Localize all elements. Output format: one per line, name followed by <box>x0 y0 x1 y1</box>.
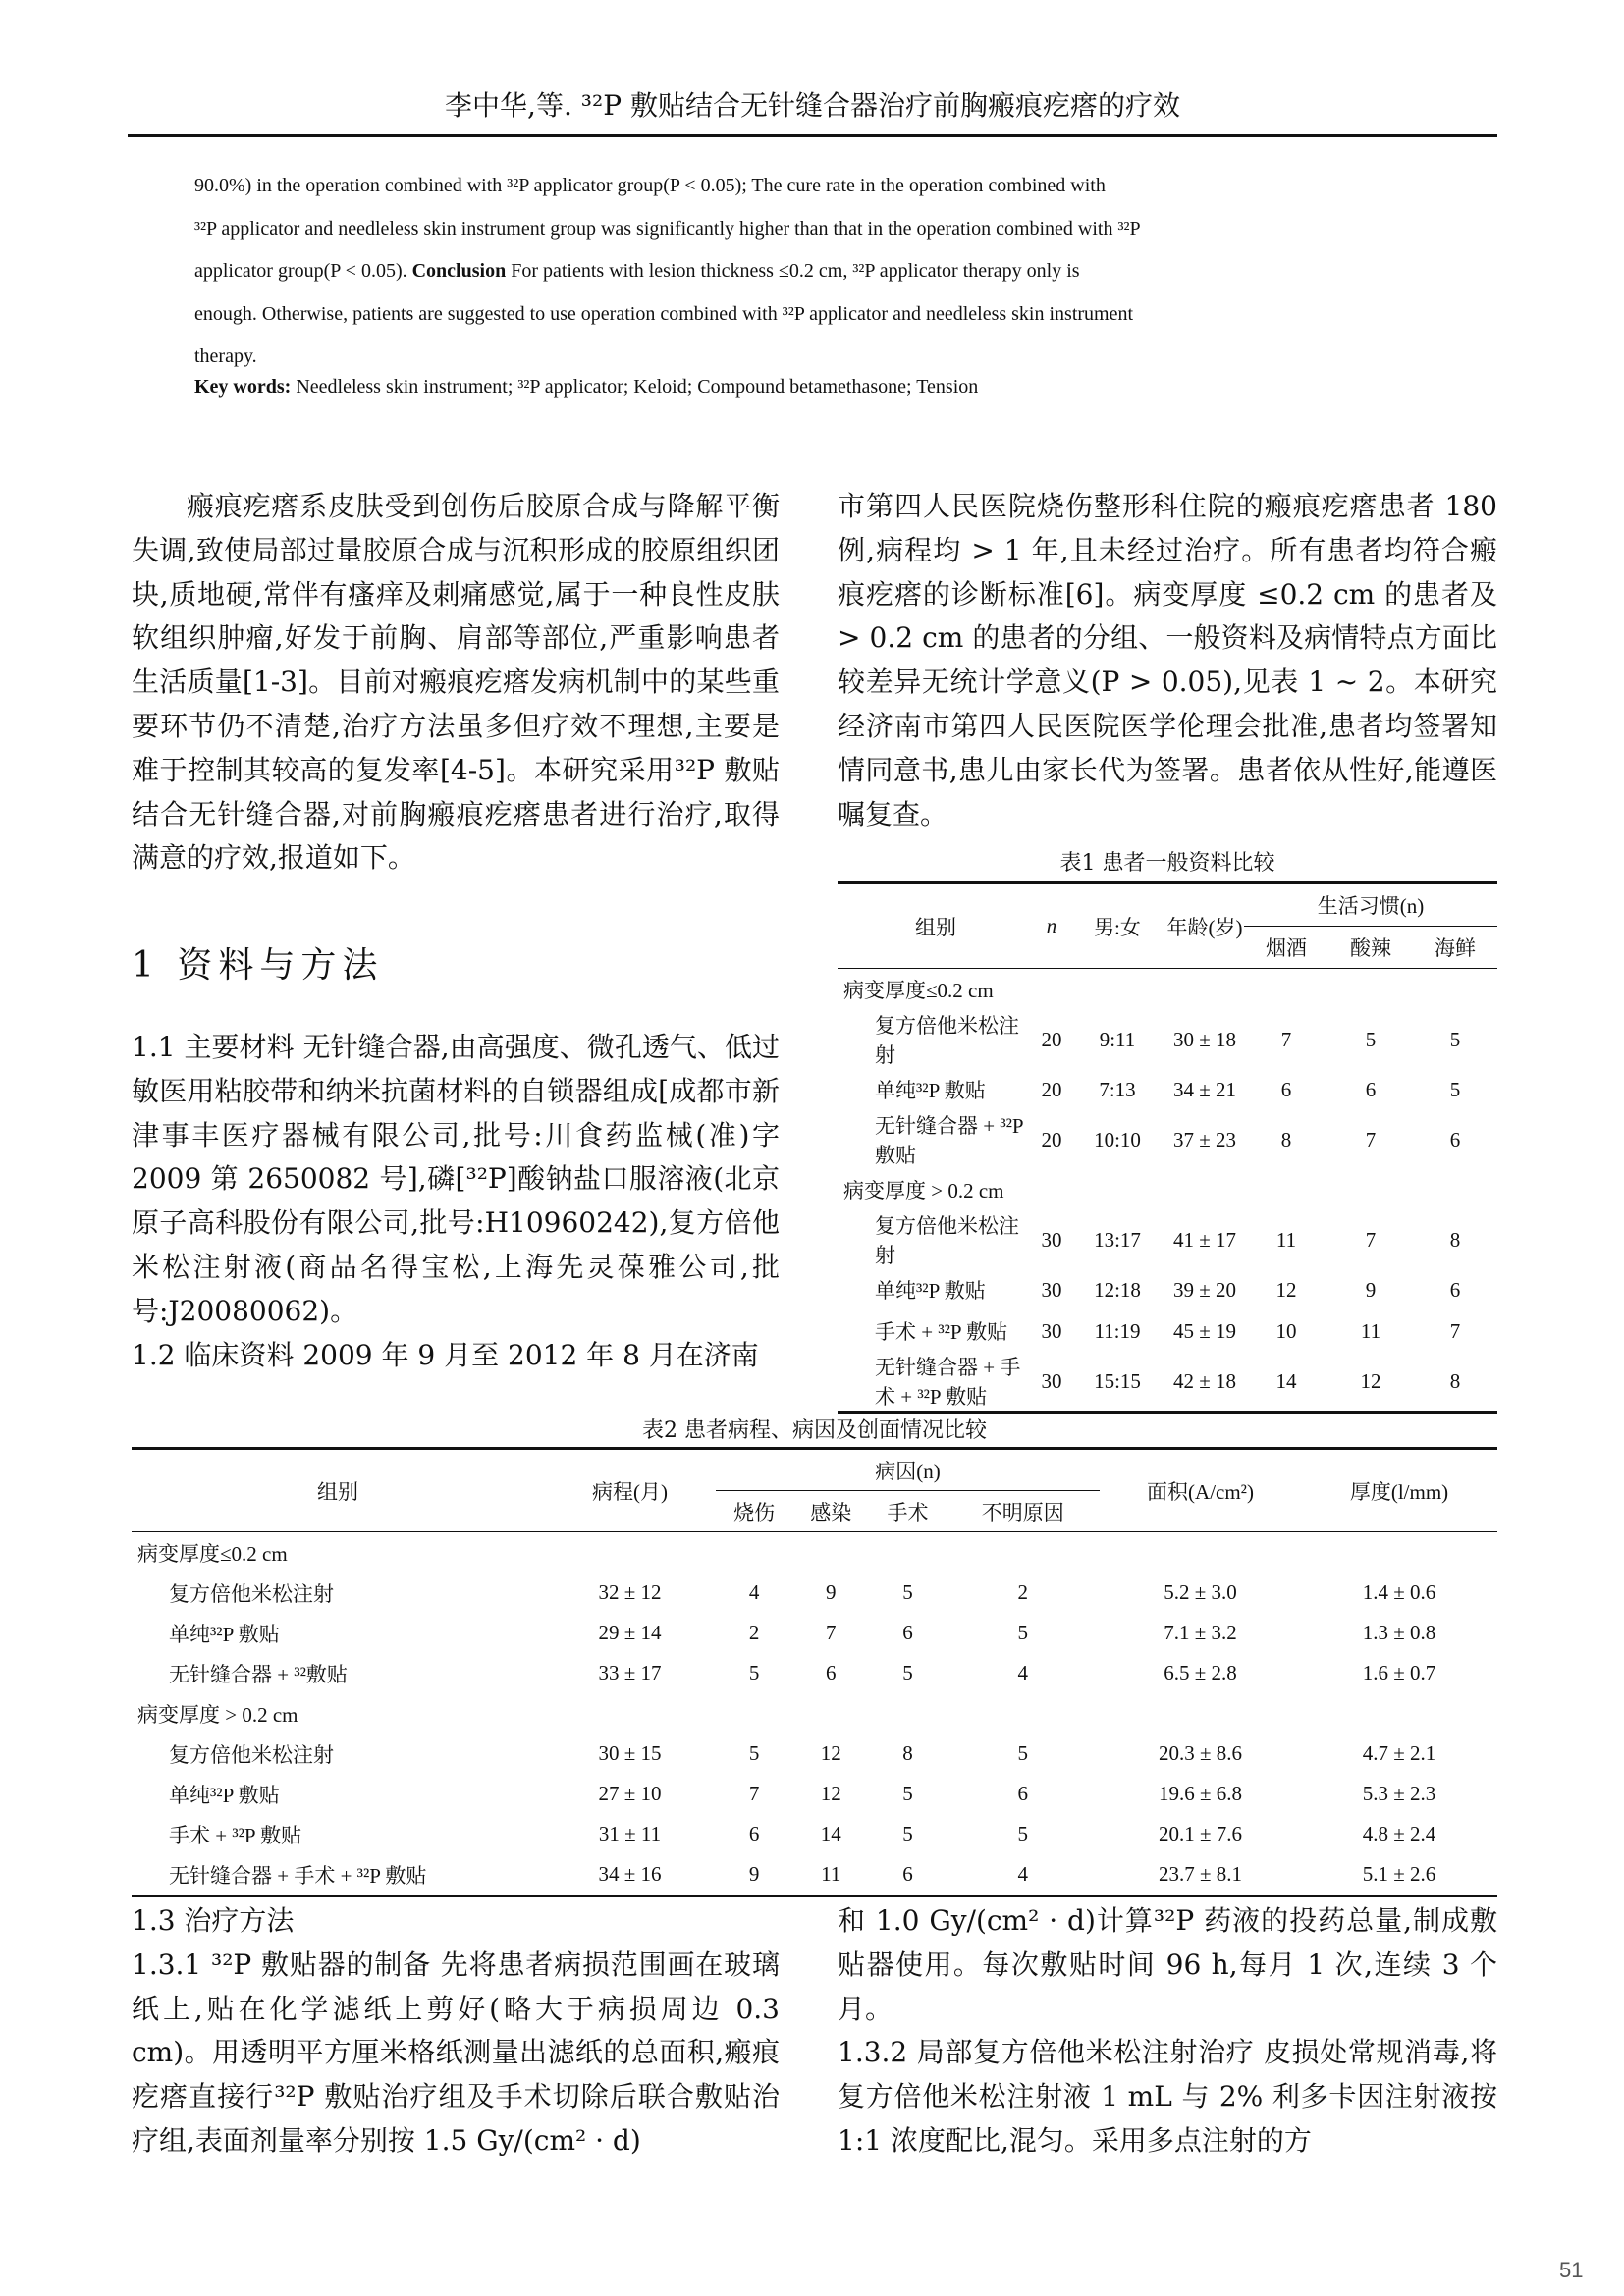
bottom-right-column <box>838 1899 1497 2163</box>
table-cell: 5 <box>902 1822 913 1845</box>
table-row <box>132 1653 1497 1693</box>
table-cell: 29 ± 14 <box>598 1621 662 1644</box>
table-cell: 12 <box>820 1741 841 1765</box>
section-1-2: 1.2 临床资料 2009 年 9 月至 2012 年 8 月在济南 <box>132 1338 759 1371</box>
table2 <box>132 1447 1497 1897</box>
col-header-thickness: 厚度(l/mm) <box>1301 1449 1497 1532</box>
table-row <box>838 1269 1497 1310</box>
table-cell: 6 <box>1449 1277 1461 1302</box>
table-cell: 7 <box>826 1621 837 1644</box>
abstract-text: applicator group(P < 0.05). <box>194 260 407 283</box>
right-column-text <box>838 485 1497 836</box>
table-row <box>132 1814 1497 1854</box>
col-header-course: 病程(月) <box>544 1449 716 1532</box>
table-cell: 5 <box>748 1661 760 1684</box>
abstract-line: ³²P applicator and needleless skin instrument group was significantly higher than that in the operation combined with ³²P <box>194 217 1141 240</box>
group-row <box>838 969 1497 1011</box>
table1-caption: 表1 患者一般资料比较 <box>1059 851 1275 876</box>
table-cell: 5 <box>902 1580 913 1604</box>
table-row <box>838 1352 1497 1413</box>
table-cell: 7 <box>1280 1027 1292 1051</box>
table-cell: 单纯³²P 敷贴 <box>169 1783 280 1807</box>
table-cell: 9 <box>1365 1277 1377 1302</box>
table-cell: 9:11 <box>1099 1027 1136 1051</box>
table-cell: 23.7 ± 8.1 <box>1158 1862 1243 1886</box>
table-cell: 1.4 ± 0.6 <box>1362 1580 1436 1604</box>
group-label: 病变厚度≤0.2 cm <box>137 1541 288 1566</box>
table-cell: 41 ± 17 <box>1172 1227 1236 1252</box>
table-cell: 4.8 ± 2.4 <box>1362 1822 1436 1845</box>
table-cell: 20 <box>1041 1027 1062 1051</box>
table-cell: 6 <box>1449 1127 1461 1151</box>
section-1-3: 1.3 治疗方法 <box>132 1904 295 1937</box>
table-cell: 8 <box>1280 1127 1292 1151</box>
table-row <box>132 1854 1497 1896</box>
table-cell: 4 <box>748 1580 760 1604</box>
table-cell: 7 <box>748 1782 760 1805</box>
table-cell: 37 ± 23 <box>1172 1127 1236 1151</box>
table-row <box>132 1774 1497 1814</box>
abstract-block <box>194 165 1441 379</box>
col-header-age: 年龄(岁) <box>1165 883 1244 969</box>
table-cell: 8 <box>902 1741 913 1765</box>
table-cell: 13:17 <box>1094 1227 1141 1252</box>
col-header-sex: 男:女 <box>1069 883 1165 969</box>
keywords-text: Needleless skin instrument; ³²P applicator; Keloid; Compound betamethasone; Tension <box>296 376 979 398</box>
table-cell: 30 ± 15 <box>598 1741 662 1765</box>
table-cell: 单纯³²P 敷贴 <box>169 1622 280 1646</box>
table-cell: 1.3 ± 0.8 <box>1362 1621 1436 1644</box>
table-cell: 复方倍他米松注射 <box>169 1742 334 1767</box>
table-row <box>132 1734 1497 1774</box>
col-header-infection: 感染 <box>792 1491 869 1532</box>
col-header-spicy: 酸辣 <box>1328 927 1413 969</box>
table-cell: 单纯³²P 敷贴 <box>875 1079 986 1102</box>
table-cell: 4 <box>1017 1661 1029 1684</box>
group-label: 病变厚度 > 0.2 cm <box>843 1179 1004 1202</box>
section-1-3-1: 1.3.1 ³²P 敷贴器的制备 先将患者病损范围画在玻璃纸上,贴在化学滤纸上剪好(略大于病损周边 0.3 cm)。用透明平方厘米格纸测量出滤纸的总面积,瘢痕疙瘩直接行³²P 敷贴治疗组及手术切除后联合敷贴治疗组,表面剂量率分别按 1.5 Gy/(cm² · d) <box>132 1948 780 2157</box>
left-column-methods <box>132 1026 780 1377</box>
table-cell: 5 <box>1017 1822 1029 1845</box>
header-rule <box>128 134 1497 137</box>
table-cell: 11 <box>821 1862 841 1886</box>
abstract-line: enough. Otherwise, patients are suggested to use operation combined with ³²P applicator and needleless skin instrument <box>194 302 1134 325</box>
table-cell: 6 <box>1365 1077 1377 1101</box>
table-cell: 9 <box>748 1862 760 1886</box>
table-cell: 20 <box>1041 1127 1062 1151</box>
table-cell: 5 <box>902 1661 913 1684</box>
col-header-smoke: 烟酒 <box>1244 927 1328 969</box>
col-header-burn: 烧伤 <box>716 1491 792 1532</box>
table-cell: 1.6 ± 0.7 <box>1362 1661 1436 1684</box>
table2-caption: 表2 患者病程、病因及创面情况比较 <box>642 1418 987 1443</box>
table-cell: 5 <box>1365 1027 1377 1051</box>
table-cell: 5.2 ± 3.0 <box>1164 1580 1237 1604</box>
table-row <box>132 1613 1497 1653</box>
col-header-n: n <box>1034 883 1069 969</box>
table-cell: 34 ± 16 <box>598 1862 662 1886</box>
keywords-label: Key words: <box>194 376 292 398</box>
table-cell: 复方倍他米松注射 <box>875 1214 1019 1267</box>
table-cell: 12 <box>1275 1277 1297 1302</box>
col-header-area: 面积(A/cm²) <box>1100 1449 1301 1532</box>
group-row <box>132 1532 1497 1574</box>
table-cell: 30 <box>1041 1368 1062 1393</box>
col-header-group: 组别 <box>132 1449 544 1532</box>
table-cell: 4.7 ± 2.1 <box>1362 1741 1436 1765</box>
table-cell: 6 <box>902 1862 913 1886</box>
table-cell: 5 <box>1449 1027 1461 1051</box>
table-cell: 7:13 <box>1099 1077 1136 1101</box>
table-cell: 20 <box>1041 1077 1062 1101</box>
table1-body <box>838 969 1497 1413</box>
table-cell: 5.3 ± 2.3 <box>1362 1782 1436 1805</box>
table-cell: 12 <box>820 1782 841 1805</box>
table-cell: 6 <box>748 1822 760 1845</box>
table-cell: 6 <box>1017 1782 1029 1805</box>
table-cell: 7 <box>1449 1318 1461 1343</box>
table-cell: 7 <box>1365 1127 1377 1151</box>
clinical-data-paragraph: 市第四人民医院烧伤整形科住院的瘢痕疙瘩患者 180 例,病程均 > 1 年,且未经过治疗。所有患者均符合瘢痕疙瘩的诊断标准[6]。病变厚度 ≤0.2 cm 的患者及 > 0.2 cm 的患者的分组、一般资料及病情特点方面比较差异无统计学意义(P > 0.05),见表 1 ~ 2。本研究经济南市第四人民医院医学伦理会批准,患者均签署知情同意书,患儿由家长代为签署。患者依从性好,能遵医嘱复查。 <box>838 490 1497 830</box>
col-header-seafood: 海鲜 <box>1413 927 1497 969</box>
section-1-1: 1.1 主要材料 无针缝合器,由高强度、微孔透气、低过敏医用粘胶带和纳米抗菌材料的自锁器组成[成都市新津事丰医疗器械有限公司,批号:川食药监械(准)字 2009 第 2650082 号],磷[³²P]酸钠盐口服溶液(北京原子高科股份有限公司,批号:H10960242),复方倍他米松注射液(商品名得宝松,上海先灵葆雅公司,批号:J20080062)。 <box>132 1031 780 1327</box>
abstract-line: therapy. <box>194 346 257 368</box>
table-cell: 11 <box>1360 1318 1381 1343</box>
table-cell: 14 <box>820 1822 841 1845</box>
keywords <box>194 376 1441 399</box>
table-row <box>838 1210 1497 1269</box>
table-cell: 11 <box>1275 1227 1297 1252</box>
table-cell: 31 ± 11 <box>598 1822 662 1845</box>
table-cell: 9 <box>826 1580 837 1604</box>
table-row <box>838 1110 1497 1169</box>
table-cell: 39 ± 20 <box>1172 1277 1236 1302</box>
table-row <box>132 1573 1497 1613</box>
table-cell: 30 <box>1041 1277 1062 1302</box>
running-header: 李中华,等. ³²P 敷贴结合无针缝合器治疗前胸瘢痕疙瘩的疗效 <box>445 89 1180 122</box>
table-cell: 无针缝合器 + ³²敷贴 <box>169 1662 348 1686</box>
section-heading-1: 1 资料与方法 <box>132 945 384 986</box>
table-cell: 19.6 ± 6.8 <box>1158 1782 1243 1805</box>
table-cell: 42 ± 18 <box>1172 1368 1236 1393</box>
table-cell: 5 <box>1449 1077 1461 1101</box>
col-header-cause: 病因(n) <box>716 1449 1100 1491</box>
table-cell: 复方倍他米松注射 <box>875 1014 1019 1067</box>
abstract-line: 90.0%) in the operation combined with ³²P applicator group(P < 0.05); The cure rate in the operation combined with <box>194 175 1106 196</box>
table-cell: 7.1 ± 3.2 <box>1164 1621 1237 1644</box>
page-number: 51 <box>1559 2258 1584 2282</box>
table-cell: 7 <box>1365 1227 1377 1252</box>
table-cell: 10:10 <box>1094 1127 1141 1151</box>
table-cell: 无针缝合器 + ³²P 敷贴 <box>875 1114 1023 1167</box>
table-cell: 27 ± 10 <box>598 1782 662 1805</box>
table-cell: 5 <box>1017 1621 1029 1644</box>
table-cell: 5.1 ± 2.6 <box>1362 1862 1436 1886</box>
table-cell: 6 <box>826 1661 837 1684</box>
table-cell: 单纯³²P 敷贴 <box>875 1279 986 1303</box>
table-cell: 无针缝合器 + 手术 + ³²P 敷贴 <box>875 1356 1021 1409</box>
table-cell: 12 <box>1360 1368 1381 1393</box>
section-1-3-2: 1.3.2 局部复方倍他米松注射治疗 皮损处常规消毒,将复方倍他米松注射液 1 mL 与 2% 利多卡因注射液按 1:1 浓度配比,混匀。采用多点注射的方 <box>838 2036 1497 2157</box>
table-cell: 30 ± 18 <box>1172 1027 1236 1051</box>
table-cell: 2 <box>748 1621 760 1644</box>
table-cell: 手术 + ³²P 敷贴 <box>875 1320 1008 1344</box>
table-cell: 11:19 <box>1094 1318 1141 1343</box>
group-label: 病变厚度≤0.2 cm <box>843 979 994 1002</box>
table-cell: 32 ± 12 <box>598 1580 662 1604</box>
table-cell: 45 ± 19 <box>1172 1318 1236 1343</box>
group-row <box>132 1693 1497 1734</box>
table1 <box>838 881 1497 1414</box>
col-header-habit: 生活习惯(n) <box>1244 883 1497 927</box>
table-cell: 6 <box>1280 1077 1292 1101</box>
table-cell: 12:18 <box>1094 1277 1141 1302</box>
table-row <box>838 1310 1497 1352</box>
table-cell: 5 <box>1017 1741 1029 1765</box>
table-row <box>838 1010 1497 1069</box>
bottom-left-column <box>132 1899 780 2163</box>
group-label: 病变厚度 > 0.2 cm <box>137 1702 298 1727</box>
col-header-group: 组别 <box>838 883 1034 969</box>
section-1-3-1-cont: 和 1.0 Gy/(cm² · d)计算³²P 药液的投药总量,制成敷贴器使用。每次敷贴时间 96 h,每月 1 次,连续 3 个月。 <box>838 1904 1497 2025</box>
table-cell: 5 <box>748 1741 760 1765</box>
table-cell: 复方倍他米松注射 <box>169 1581 334 1606</box>
abstract-text: For patients with lesion thickness ≤0.2 cm, ³²P applicator therapy only is <box>511 260 1080 283</box>
table-cell: 8 <box>1449 1227 1461 1252</box>
table2-body <box>132 1532 1497 1896</box>
table-cell: 30 <box>1041 1227 1062 1252</box>
table-cell: 20.3 ± 8.6 <box>1158 1741 1243 1765</box>
table-cell: 15:15 <box>1094 1368 1141 1393</box>
conclusion-label: Conclusion <box>411 260 507 283</box>
table-cell: 6.5 ± 2.8 <box>1164 1661 1237 1684</box>
table-cell: 10 <box>1275 1318 1297 1343</box>
table-cell: 34 ± 21 <box>1172 1077 1236 1101</box>
table-cell: 无针缝合器 + 手术 + ³²P 敷贴 <box>169 1863 427 1888</box>
table-cell: 33 ± 17 <box>598 1661 662 1684</box>
table-cell: 8 <box>1449 1368 1461 1393</box>
col-header-unknown: 不明原因 <box>947 1491 1100 1532</box>
table-cell: 14 <box>1275 1368 1297 1393</box>
left-column-intro <box>132 485 780 881</box>
table-cell: 6 <box>902 1621 913 1644</box>
table-cell: 30 <box>1041 1318 1062 1343</box>
table-row <box>838 1069 1497 1110</box>
col-header-surgery: 手术 <box>869 1491 946 1532</box>
group-row <box>838 1169 1497 1210</box>
table-cell: 20.1 ± 7.6 <box>1158 1822 1243 1845</box>
table-cell: 手术 + ³²P 敷贴 <box>169 1823 302 1847</box>
table-cell: 5 <box>902 1782 913 1805</box>
table-cell: 2 <box>1017 1580 1029 1604</box>
table-cell: 4 <box>1017 1862 1029 1886</box>
abstract-line <box>194 250 1441 294</box>
intro-paragraph: 瘢痕疙瘩系皮肤受到创伤后胶原合成与降解平衡失调,致使局部过量胶原合成与沉积形成的胶原组织团块,质地硬,常伴有瘙痒及刺痛感觉,属于一种良性皮肤软组织肿瘤,好发于前胸、肩部等部位,严重影响患者生活质量[1-3]。目前对瘢痕疙瘩发病机制中的某些重要环节仍不清楚,治疗方法虽多但疗效不理想,主要是难于控制其较高的复发率[4-5]。本研究采用³²P 敷贴结合无针缝合器,对前胸瘢痕疙瘩患者进行治疗,取得满意的疗效,报道如下。 <box>132 490 780 875</box>
